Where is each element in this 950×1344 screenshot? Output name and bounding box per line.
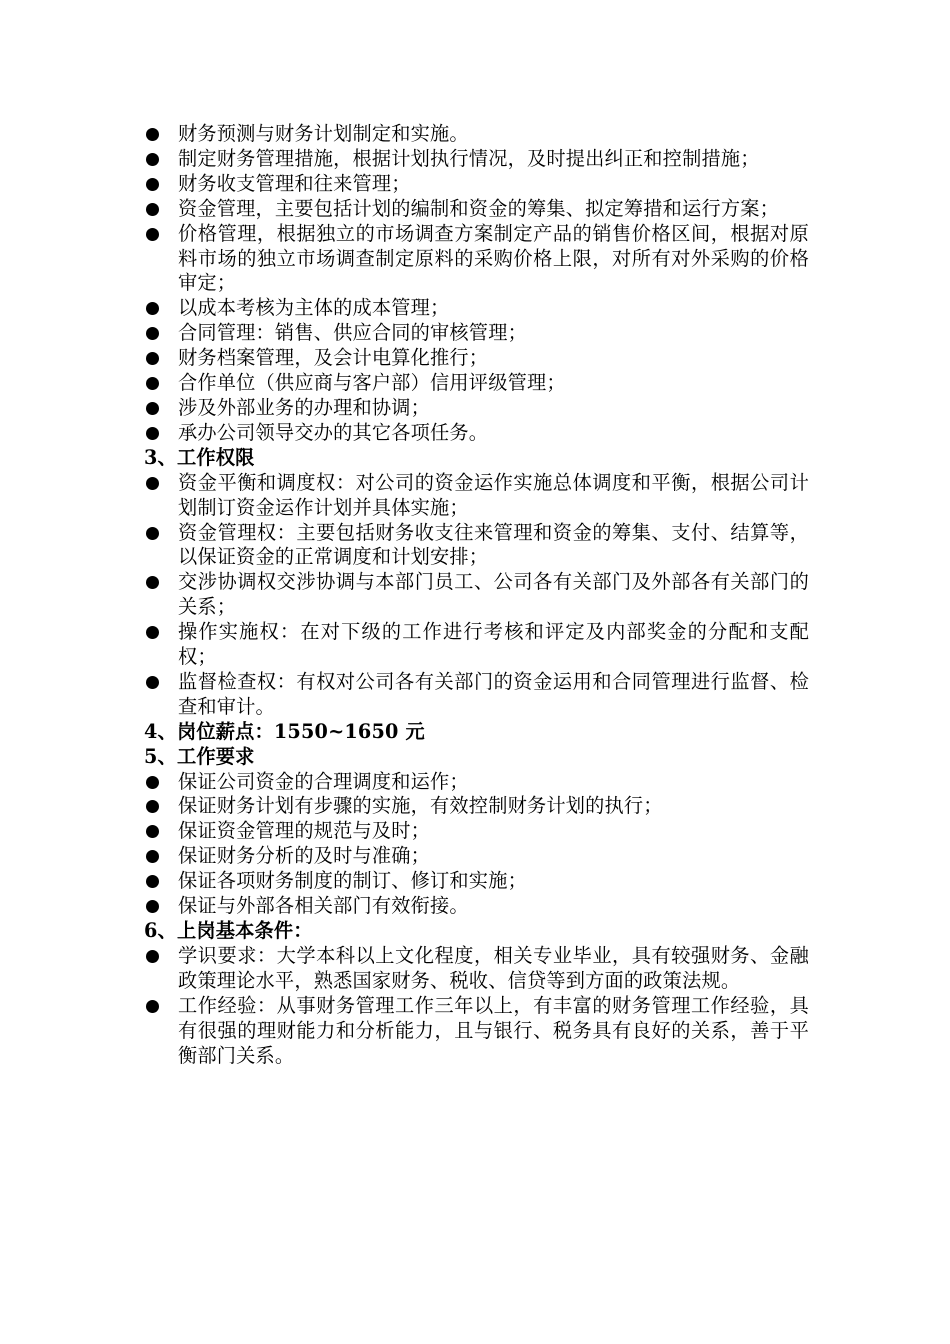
list-item-text: 交涉协调权交涉协调与本部门员工、公司各有关部门及外部各有关部门的关系； [178, 570, 809, 619]
list-item-text: 承办公司领导交办的其它各项任务。 [178, 420, 489, 444]
bullet-icon [144, 819, 178, 844]
list-item [144, 296, 809, 321]
list-item [144, 570, 809, 620]
bullet-icon [144, 346, 178, 371]
document-body [144, 122, 809, 1068]
list-item [144, 321, 809, 346]
bullet-icon [144, 122, 178, 147]
list-item-text: 工作经验：从事财务管理工作三年以上，有丰富的财务管理工作经验，具有很强的理财能力和分析能力，且与银行、税务具有良好的关系，善于平衡部门关系。 [178, 993, 809, 1067]
list-item-text: 涉及外部业务的办理和协调； [178, 395, 431, 419]
list-item-text: 保证财务分析的及时与准确； [178, 844, 431, 868]
section-heading-requirements: 5、工作要求 [144, 744, 255, 768]
bullet-icon [144, 197, 178, 222]
bullet-icon [144, 620, 178, 645]
section-heading-qualifications: 6、上岗基本条件： [144, 919, 313, 942]
list-item-text: 资金平衡和调度权：对公司的资金运作实施总体调度和平衡，根据公司计划制订资金运作计划并具体实施； [178, 470, 809, 519]
list-item-text: 操作实施权：在对下级的工作进行考核和评定及内部奖金的分配和支配权； [178, 620, 809, 669]
bullet-icon [144, 869, 178, 894]
list-item [144, 172, 809, 197]
list-item [144, 794, 809, 819]
list-item [144, 122, 809, 147]
list-item [144, 670, 809, 720]
list-item-text: 资金管理权：主要包括财务收支往来管理和资金的筹集、支付、结算等，以保证资金的正常调度和计划安排； [178, 520, 809, 569]
authority-list [144, 471, 809, 720]
bullet-icon [144, 994, 178, 1019]
bullet-icon [144, 670, 178, 695]
bullet-icon [144, 570, 178, 595]
bullet-icon [144, 296, 178, 321]
list-item [144, 521, 809, 571]
list-item [144, 819, 809, 844]
list-item-text: 保证与外部各相关部门有效衔接。 [178, 894, 469, 918]
list-item [144, 994, 809, 1069]
list-item [144, 869, 809, 894]
list-item-text: 以成本考核为主体的成本管理； [178, 296, 450, 320]
list-item [144, 944, 809, 994]
list-item-text: 合同管理：销售、供应合同的审核管理； [178, 321, 527, 345]
list-item-text: 财务档案管理，及会计电算化推行； [178, 346, 489, 370]
bullet-icon [144, 421, 178, 446]
bullet-icon [144, 844, 178, 869]
list-item [144, 371, 809, 396]
bullet-icon [144, 471, 178, 496]
bullet-icon [144, 770, 178, 795]
list-item [144, 421, 809, 446]
section-heading-authority: 3、工作权限 [144, 445, 255, 469]
bullet-icon [144, 396, 178, 421]
list-item-text: 财务预测与财务计划制定和实施。 [178, 122, 469, 145]
list-item [144, 894, 809, 919]
list-item-text: 监督检查权：有权对公司各有关部门的资金运用和合同管理进行监督、检查和审计。 [178, 669, 809, 718]
list-item [144, 770, 809, 795]
qualifications-list [144, 944, 809, 1069]
bullet-icon [144, 172, 178, 197]
list-item [144, 396, 809, 421]
list-item-text: 保证资金管理的规范与及时； [178, 819, 431, 843]
list-item-text: 制定财务管理措施，根据计划执行情况，及时提出纠正和控制措施； [178, 146, 760, 170]
list-item [144, 197, 809, 222]
list-item-text: 保证各项财务制度的制订、修订和实施； [178, 869, 527, 893]
list-item-text: 财务收支管理和往来管理； [178, 171, 411, 195]
list-item [144, 620, 809, 670]
list-item-text: 价格管理，根据独立的市场调查方案制定产品的销售价格区间，根据对原料市场的独立市场调查制定原料的采购价格上限，对所有对外采购的价格审定； [178, 221, 809, 295]
bullet-icon [144, 521, 178, 546]
bullet-icon [144, 944, 178, 969]
list-item-text: 保证公司资金的合理调度和运作； [178, 769, 469, 793]
requirements-list [144, 770, 809, 919]
list-item [144, 844, 809, 869]
bullet-icon [144, 794, 178, 819]
list-item-text: 合作单位（供应商与客户部）信用评级管理； [178, 371, 566, 395]
list-item [144, 222, 809, 297]
bullet-icon [144, 371, 178, 396]
bullet-icon [144, 321, 178, 346]
list-item-text: 资金管理，主要包括计划的编制和资金的筹集、拟定筹措和运行方案； [178, 196, 780, 220]
bullet-icon [144, 147, 178, 172]
section-heading-salary: 4、岗位薪点：1550~1650 元 [144, 719, 425, 743]
bullet-icon [144, 894, 178, 919]
list-item [144, 346, 809, 371]
bullet-icon [144, 222, 178, 247]
list-item-text: 学识要求：大学本科以上文化程度，相关专业毕业，具有较强财务、金融政策理论水平，熟悉国家财务、税收、信贷等到方面的政策法规。 [178, 943, 809, 992]
list-item-text: 保证财务计划有步骤的实施，有效控制财务计划的执行； [178, 794, 663, 818]
list-item [144, 471, 809, 521]
duties-list [144, 122, 809, 446]
list-item [144, 147, 809, 172]
